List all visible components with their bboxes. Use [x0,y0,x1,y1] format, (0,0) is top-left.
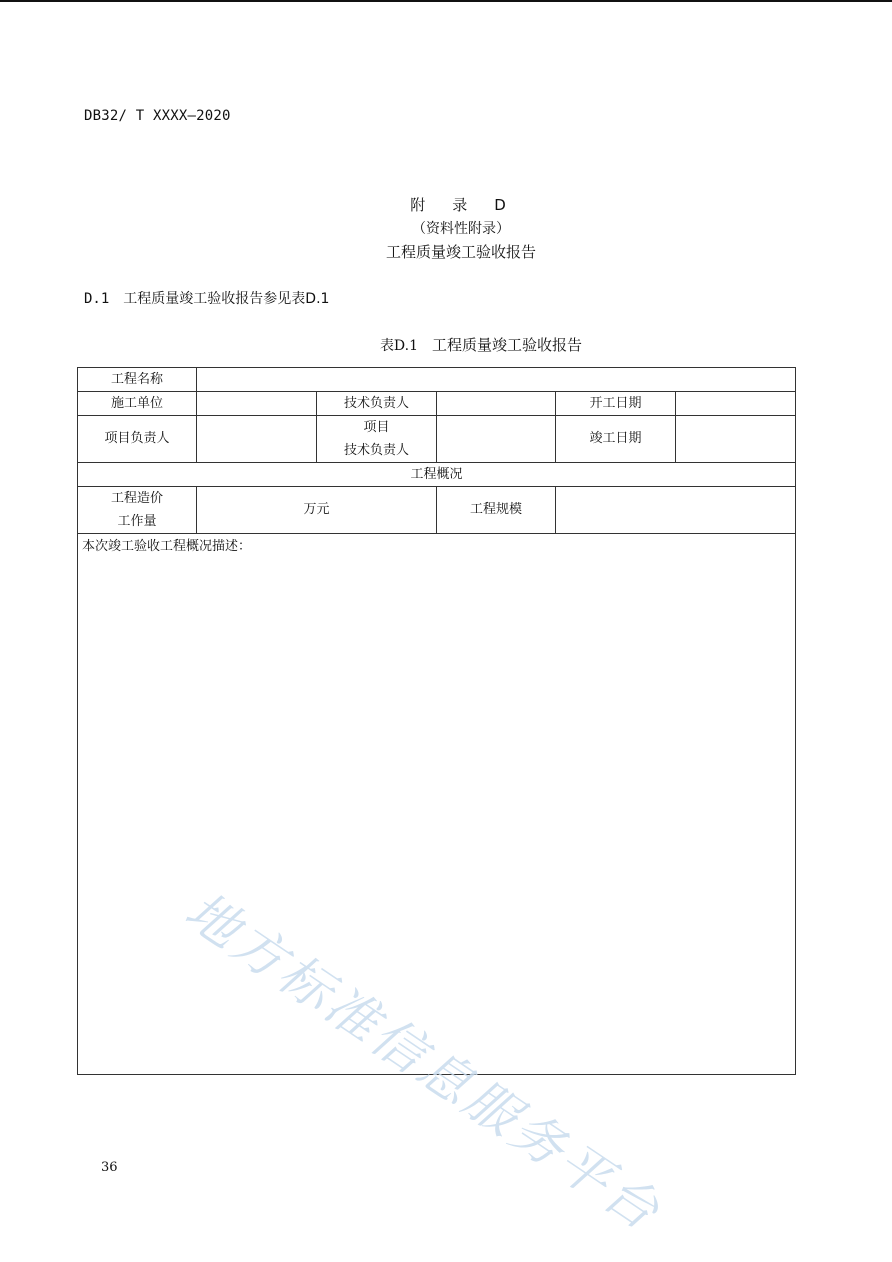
description-label: 本次竣工验收工程概况描述： [82,539,252,554]
table-caption [0,334,892,355]
table-caption-title: 工程质量竣工验收报告 [432,336,583,354]
appendix-type: （资料性附录） [412,221,510,237]
overview-heading: 工程概况 [78,463,796,487]
start-date-label: 开工日期 [556,392,676,416]
appendix-title: 附 录 D [410,196,512,214]
description-cell[interactable] [78,534,796,1075]
completion-date-label: 竣工日期 [556,416,676,463]
cost-label-line2: 工作量 [117,514,157,529]
construction-unit-value[interactable] [197,392,317,416]
table-caption-label: 表D.1 [379,338,419,354]
tech-lead-value[interactable] [437,392,556,416]
table-row [78,368,796,392]
project-tech-lead-label [317,416,437,463]
completion-date-value[interactable] [676,416,796,463]
project-manager-value[interactable] [197,416,317,463]
project-name-value[interactable] [197,368,796,392]
section-number: D.1 [84,291,110,307]
table-row [78,487,796,534]
table-row [78,534,796,1075]
top-rule [0,0,892,2]
project-tech-lead-line1: 项目 [363,420,390,435]
scale-value[interactable] [556,487,796,534]
project-tech-lead-line2: 技术负责人 [343,443,409,458]
page-number: 36 [101,1160,118,1175]
project-name-label: 工程名称 [78,368,197,392]
construction-unit-label: 施工单位 [78,392,197,416]
project-manager-label: 项目负责人 [78,416,197,463]
watermark: 地方标准信息服务平台 [174,880,673,1244]
tech-lead-label: 技术负责人 [317,392,437,416]
table-row [78,392,796,416]
project-tech-lead-value[interactable] [437,416,556,463]
scale-label: 工程规模 [437,487,556,534]
table-row [78,463,796,487]
table-row [78,416,796,463]
start-date-value[interactable] [676,392,796,416]
appendix-name: 工程质量竣工验收报告 [385,243,536,261]
cost-label [78,487,197,534]
cost-value[interactable]: 万元 [197,487,437,534]
section-heading [84,288,329,308]
document-code: DB32/ T XXXX—2020 [84,108,231,124]
section-text: 工程质量竣工验收报告参见表D.1 [123,291,330,307]
completion-report-table [77,367,796,1075]
cost-label-line1: 工程造价 [110,491,163,506]
